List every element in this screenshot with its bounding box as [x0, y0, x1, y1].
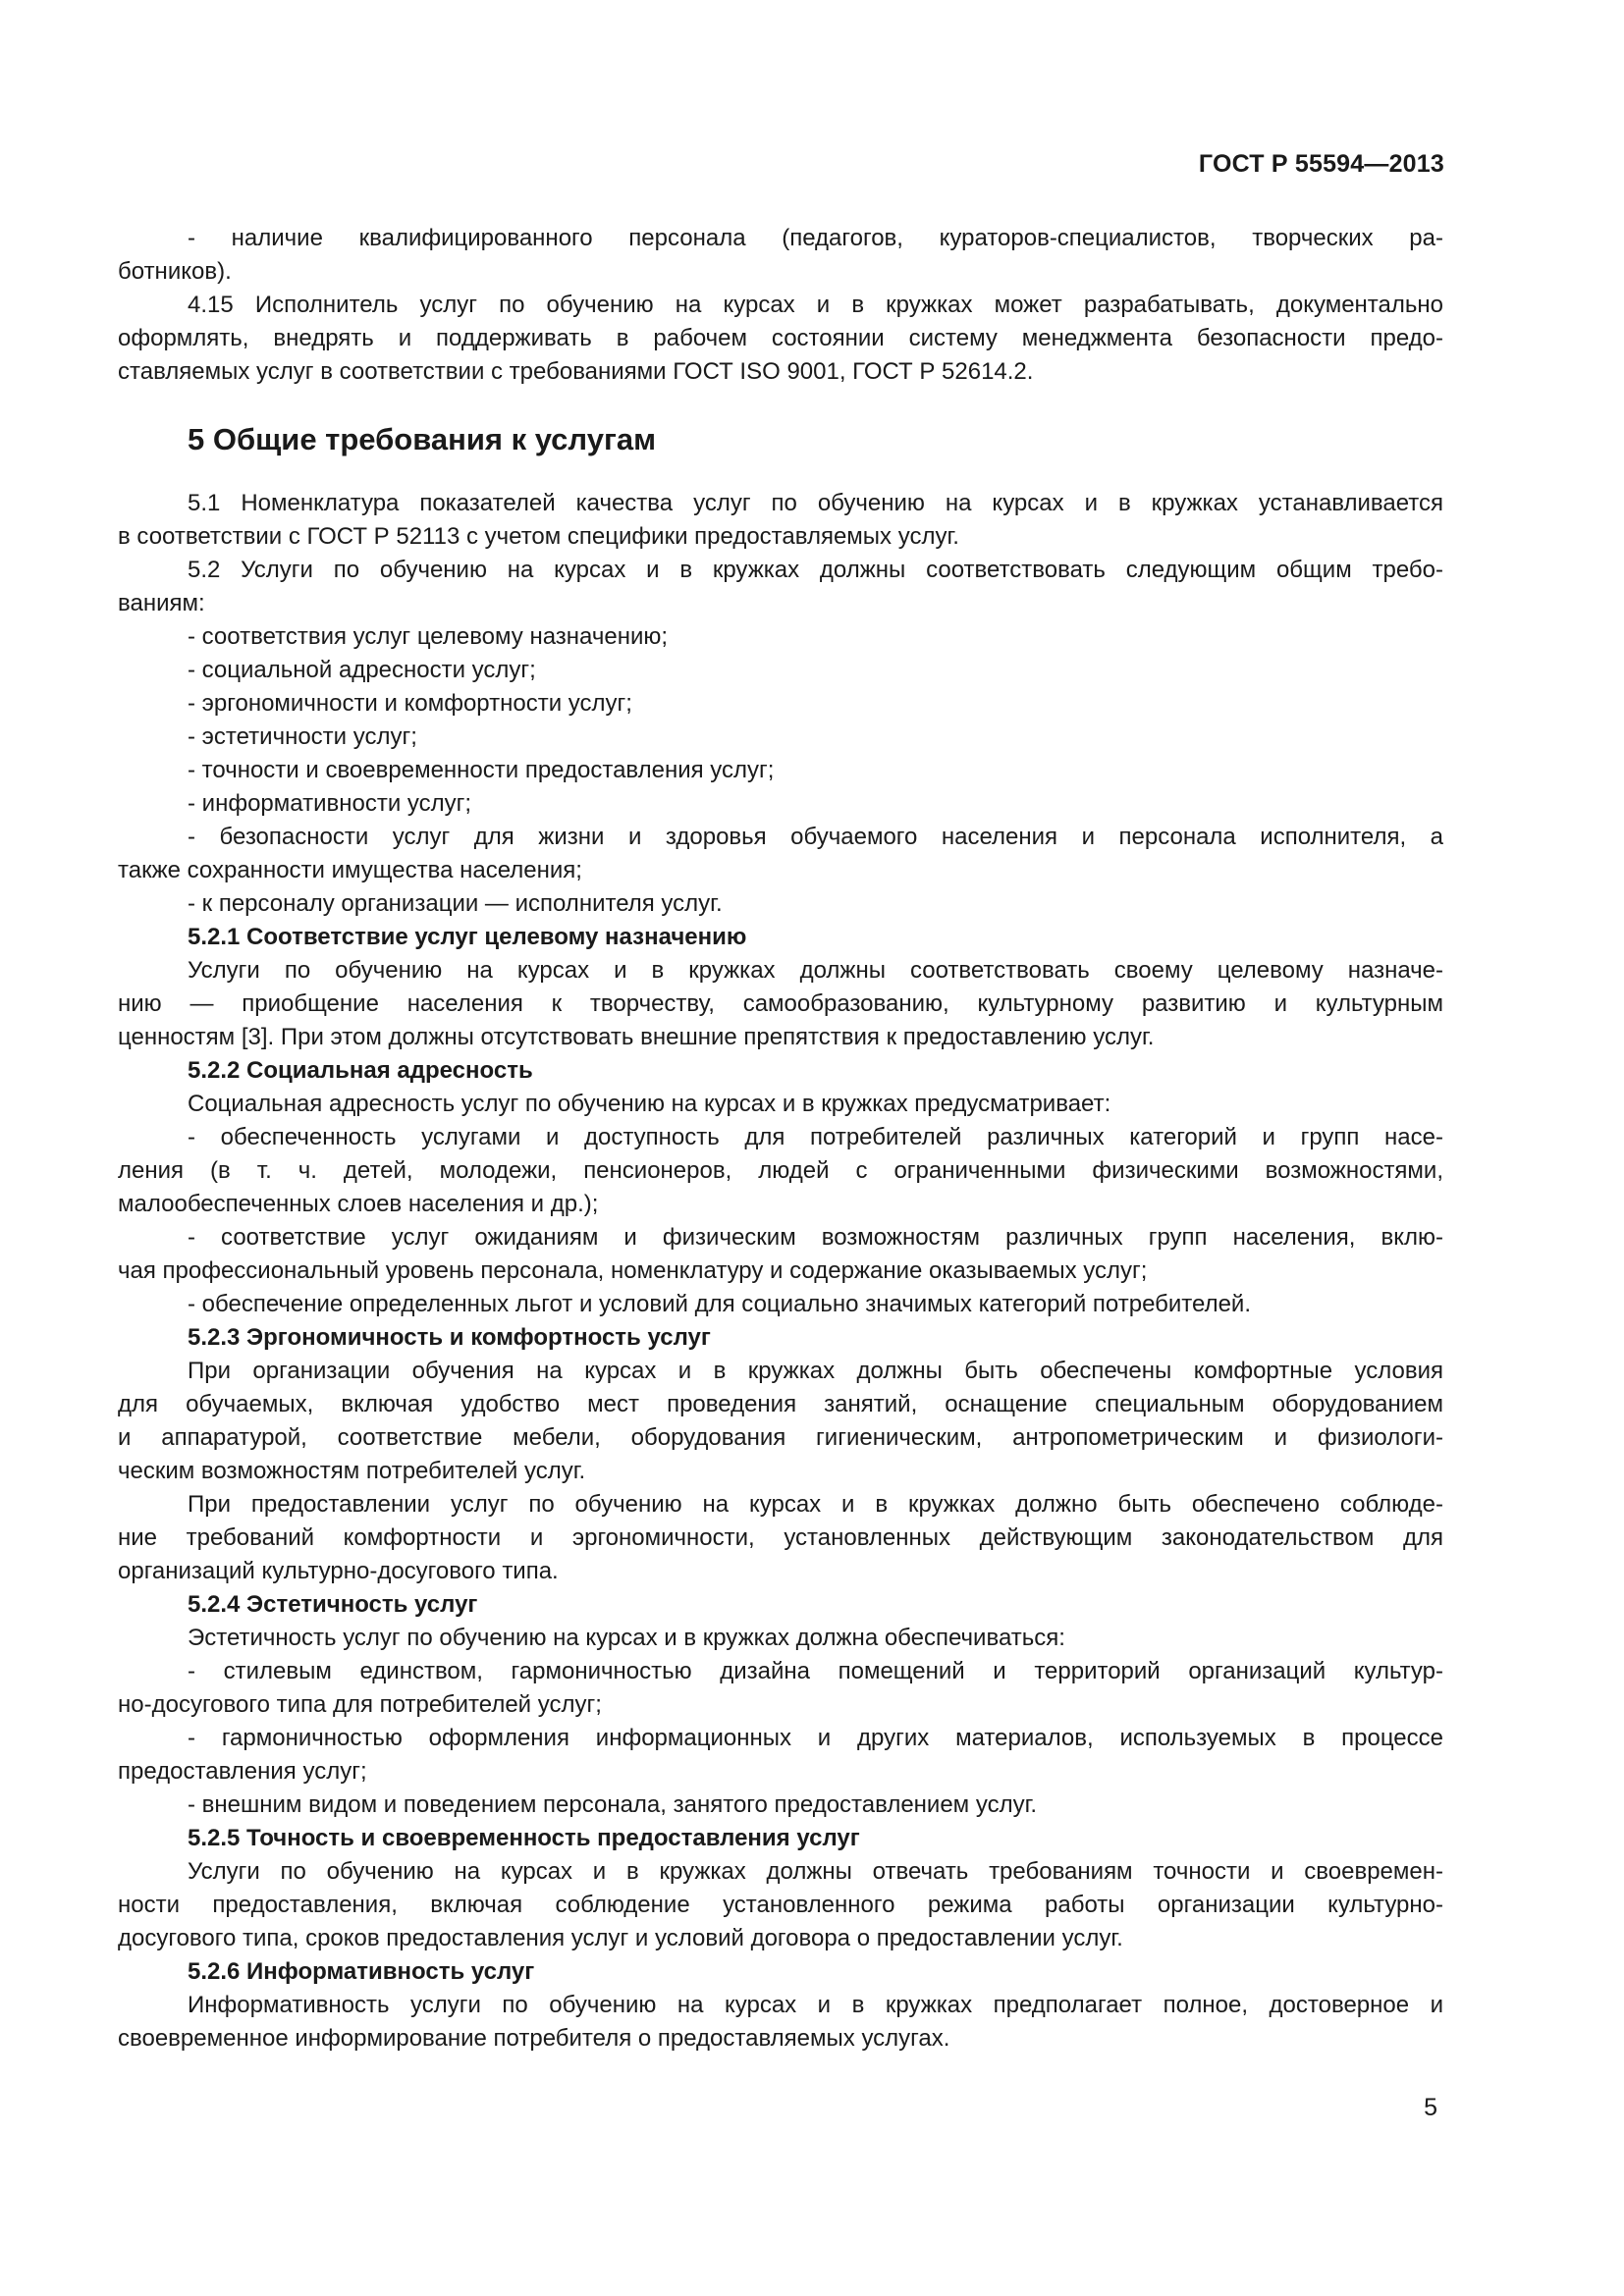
paragraph-line: 5.2 Услуги по обучению на курсах и в кружках должны соответствовать следующим общим требо- — [188, 557, 1443, 583]
list-item: - эргономичности и комфортности услуг; — [188, 690, 632, 717]
list-item-continuation: также сохранности имущества населения; — [118, 857, 582, 883]
paragraph-line: Информативность услуги по обучению на курсах и в кружках предполагает полное, достоверное и — [188, 1992, 1443, 2018]
paragraph-line: ставляемых услуг в соответствии с требованиями ГОСТ ISO 9001, ГОСТ Р 52614.2. — [118, 358, 1034, 385]
paragraph-line: ности предоставления, включая соблюдение установленного режима работы организации культурно- — [118, 1892, 1443, 1918]
list-item: - обеспечение определенных льгот и условий для социально значимых категорий потребителей. — [188, 1291, 1251, 1317]
paragraph-line: Услуги по обучению на курсах и в кружках должны отвечать требованиям точности и своевремен- — [188, 1858, 1443, 1885]
list-item-continuation: но-досугового типа для потребителей услуг; — [118, 1691, 602, 1718]
paragraph-line: ценностям [3]. При этом должны отсутствовать внешние препятствия к предоставлению услуг. — [118, 1024, 1155, 1050]
paragraph-line: своевременное информирование потребителя о предоставляемых услугах. — [118, 2025, 950, 2052]
paragraph-line: организаций культурно-досугового типа. — [118, 1558, 559, 1584]
paragraph-line: ботников). — [118, 258, 232, 285]
list-item: - безопасности услуг для жизни и здоровья обучаемого населения и персонала исполнителя, а — [188, 824, 1443, 850]
paragraph-line: При предоставлении услуг по обучению на курсах и в кружках должно быть обеспечено соблюде- — [188, 1491, 1443, 1518]
list-item-continuation: предоставления услуг; — [118, 1758, 367, 1785]
list-item: - внешним видом и поведением персонала, занятого предоставлением услуг. — [188, 1791, 1038, 1818]
paragraph-line: Социальная адресность услуг по обучению на курсах и в кружках предусматривает: — [188, 1091, 1111, 1117]
paragraph-line: ваниям: — [118, 590, 205, 616]
subsection-heading: 5.2.4 Эстетичность услуг — [188, 1591, 478, 1618]
list-item: - социальной адресности услуг; — [188, 657, 536, 683]
list-item-continuation: чая профессиональный уровень персонала, номенклатуру и содержание оказываемых услуг; — [118, 1257, 1148, 1284]
paragraph-line: оформлять, внедрять и поддерживать в рабочем состоянии систему менеджмента безопасности предо- — [118, 325, 1443, 351]
list-item: - информативности услуг; — [188, 790, 472, 817]
paragraph-line: При организации обучения на курсах и в кружках должны быть обеспечены комфортные условия — [188, 1358, 1443, 1384]
paragraph-line: для обучаемых, включая удобство мест проведения занятий, оснащение специальным оборудованием — [118, 1391, 1443, 1417]
page-number: 5 — [1424, 2094, 1437, 2121]
subsection-heading: 5.2.5 Точность и своевременность предоставления услуг — [188, 1825, 860, 1851]
paragraph-line: досугового типа, сроков предоставления услуг и условий договора о предоставлении услуг. — [118, 1925, 1123, 1951]
section-title: 5 Общие требования к услугам — [188, 422, 657, 456]
paragraph-line: 5.1 Номенклатура показателей качества услуг по обучению на курсах и в кружках устанавливается — [188, 490, 1443, 516]
paragraph-line: - наличие квалифицированного персонала (педагогов, кураторов-специалистов, творческих ра- — [188, 225, 1443, 251]
list-item: - обеспеченность услугами и доступность для потребителей различных категорий и групп насе- — [188, 1124, 1443, 1150]
subsection-heading: 5.2.3 Эргономичность и комфортность услуг — [188, 1324, 711, 1351]
list-item: - соответствия услуг целевому назначению; — [188, 623, 669, 650]
subsection-heading: 5.2.6 Информативность услуг — [188, 1958, 535, 1985]
list-item: - точности и своевременности предоставления услуг; — [188, 757, 775, 783]
paragraph-line: нию — приобщение населения к творчеству, самообразованию, культурному развитию и культурным — [118, 990, 1443, 1017]
subsection-heading: 5.2.1 Соответствие услуг целевому назначению — [188, 924, 747, 950]
list-item: - гармоничностью оформления информационных и других материалов, используемых в процессе — [188, 1725, 1443, 1751]
paragraph-line: и аппаратурой, соответствие мебели, оборудования гигиеническим, антропометрическим и физиологи- — [118, 1424, 1443, 1451]
paragraph-line: Эстетичность услуг по обучению на курсах и в кружках должна обеспечиваться: — [188, 1625, 1065, 1651]
list-item: - эстетичности услуг; — [188, 723, 417, 750]
list-item: - к персоналу организации — исполнителя услуг. — [188, 890, 723, 917]
list-item: - стилевым единством, гармоничностью дизайна помещений и территорий организаций культур- — [188, 1658, 1443, 1684]
paragraph-line: 4.15 Исполнитель услуг по обучению на курсах и в кружках может разрабатывать, документально — [188, 292, 1443, 318]
paragraph-line: ние требований комфортности и эргономичности, установленных действующим законодательством для — [118, 1524, 1443, 1551]
document-body — [118, 222, 1443, 2056]
paragraph-line: ческим возможностям потребителей услуг. — [118, 1458, 586, 1484]
paragraph-line: в соответствии с ГОСТ Р 52113 с учетом специфики предоставляемых услуг. — [118, 523, 959, 550]
subsection-heading: 5.2.2 Социальная адресность — [188, 1057, 533, 1084]
list-item-continuation: малообеспеченных слоев населения и др.); — [118, 1191, 599, 1217]
paragraph-line: Услуги по обучению на курсах и в кружках должны соответствовать своему целевому назначе- — [188, 957, 1443, 984]
list-item: - соответствие услуг ожиданиям и физическим возможностям различных групп населения, вклю- — [188, 1224, 1443, 1251]
list-item-continuation: ления (в т. ч. детей, молодежи, пенсионеров, людей с ограниченными физическими возможностями, — [118, 1157, 1443, 1184]
standard-header: ГОСТ Р 55594—2013 — [1198, 150, 1444, 178]
